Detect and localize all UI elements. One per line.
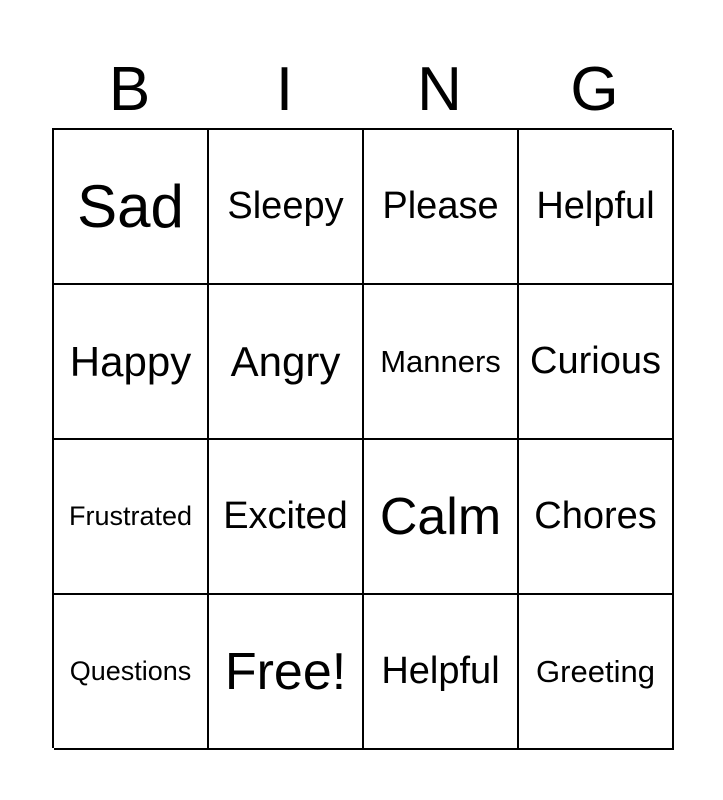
header-letter-i: I [275,55,294,124]
bingo-card-grid [52,128,672,748]
bingo-cell[interactable]: Manners [364,285,519,440]
bingo-cell[interactable]: Calm [364,440,519,595]
bingo-cell[interactable]: Frustrated [54,440,209,595]
bingo-cell[interactable]: Chores [519,440,674,595]
header-letter-b: B [108,55,151,124]
bingo-cell[interactable]: Helpful [519,130,674,285]
header-letter-g: G [570,55,619,124]
bingo-cell[interactable]: Sad [54,130,209,285]
bingo-cell[interactable]: Curious [519,285,674,440]
bingo-header [52,52,672,128]
bingo-cell[interactable]: Happy [54,285,209,440]
bingo-cell[interactable]: Please [364,130,519,285]
bingo-cell[interactable]: Angry [209,285,364,440]
free-space-cell[interactable]: Free! [209,595,364,750]
bingo-cell[interactable]: Greeting [519,595,674,750]
bingo-cell[interactable]: Questions [54,595,209,750]
bingo-cell[interactable]: Helpful [364,595,519,750]
bingo-cell[interactable]: Excited [209,440,364,595]
header-letter-n: N [417,55,462,124]
bingo-cell[interactable]: Sleepy [209,130,364,285]
